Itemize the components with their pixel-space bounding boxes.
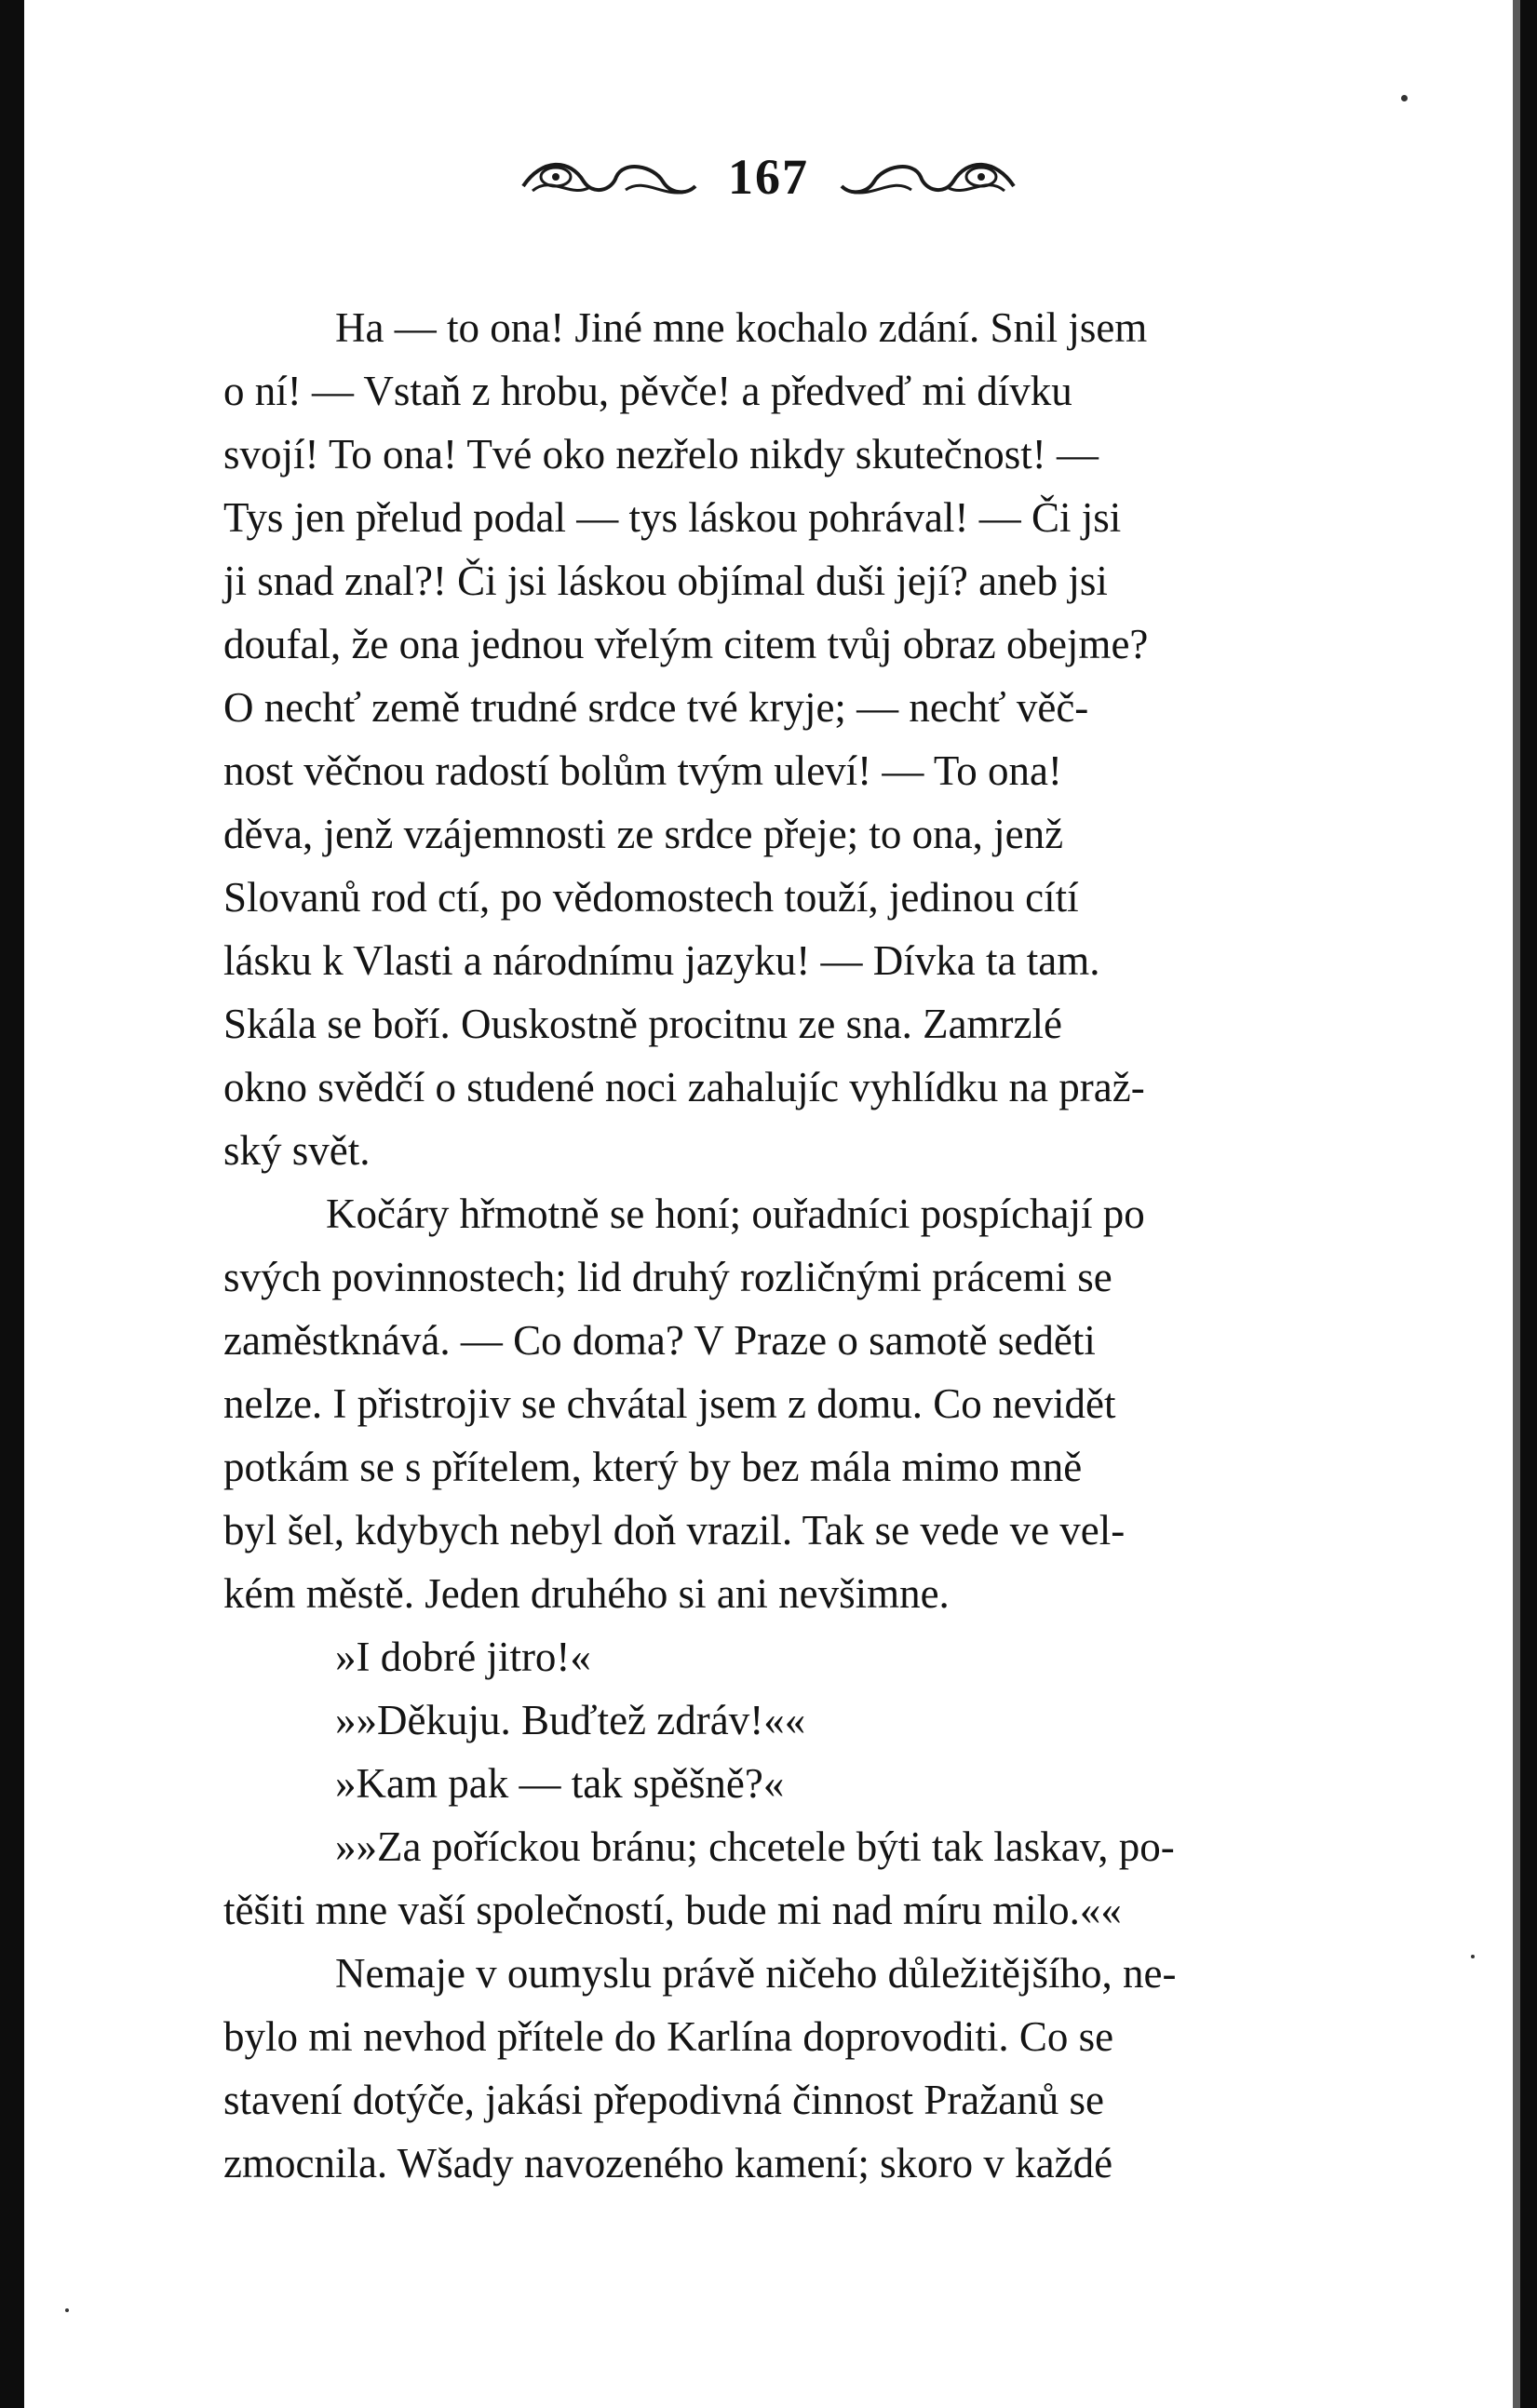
left-ornament-icon bbox=[514, 149, 700, 205]
text-line: nelze. I přistrojiv se chvátal jsem z domu. Co nevidět bbox=[223, 1380, 1116, 1427]
text-line: zmocnila. Wšady navozeného kamení; skoro v každé bbox=[223, 2140, 1113, 2186]
text-line: stavení dotýče, jakási přepodivná činnost Pražanů se bbox=[223, 2077, 1104, 2123]
text-line: ský svět. bbox=[223, 1127, 371, 1174]
text-line: Nemaje v oumyslu právě ničeho důležitějšího, ne- bbox=[335, 1950, 1177, 1997]
text-line: svojí! To ona! Tvé oko nezřelo nikdy skutečnost! — bbox=[223, 431, 1099, 478]
text-line: o ní! — Vstaň z hrobu, pěvče! a předveď mi dívku bbox=[223, 368, 1072, 414]
text-line: kém městě. Jeden druhého si ani nevšimne. bbox=[223, 1570, 950, 1617]
scan-speck bbox=[65, 2308, 69, 2312]
text-line: potkám se s přítelem, který by bez mála mimo mně bbox=[223, 1444, 1083, 1490]
text-line: těšiti mne vaší společností, bude mi nad míru milo.«« bbox=[223, 1887, 1122, 1933]
text-line: Ha — to ona! Jiné mne kochalo zdání. Snil jsem bbox=[335, 304, 1148, 351]
text-line: Tys jen přelud podal — tys láskou pohrával! — Či jsi bbox=[223, 494, 1122, 541]
dialogue-line: »Kam pak — tak spěšně?« bbox=[335, 1760, 785, 1807]
text-line: bylo mi nevhod přítele do Karlína doprovoditi. Co se bbox=[223, 2013, 1114, 2060]
text-line: lásku k Vlasti a národnímu jazyku! — Dívka ta tam. bbox=[223, 937, 1100, 984]
scan-border-left bbox=[0, 0, 28, 2408]
right-ornament-icon bbox=[837, 149, 1023, 205]
scan-speck bbox=[1471, 1955, 1475, 1958]
scan-border-right bbox=[1513, 0, 1537, 2408]
text-line: byl šel, kdybych nebyl doň vrazil. Tak se vede ve vel- bbox=[223, 1507, 1126, 1554]
body-text bbox=[223, 296, 1378, 2195]
page-header bbox=[0, 140, 1537, 214]
text-line: Kočáry hřmotně se honí; ouřadníci pospíchají po bbox=[326, 1191, 1145, 1237]
dialogue-line: »»Za poříckou bránu; chcetele býti tak laskav, po- bbox=[335, 1823, 1175, 1870]
dialogue-line: »I dobré jitro!« bbox=[335, 1634, 591, 1680]
text-line: nost věčnou radostí bolům tvým uleví! — To ona! bbox=[223, 747, 1062, 794]
text-line: zaměstknává. — Co doma? V Praze o samotě seděti bbox=[223, 1317, 1096, 1364]
text-line: děva, jenž vzájemnosti ze srdce přeje; to ona, jenž bbox=[223, 811, 1064, 857]
text-line: Skála se boří. Ouskostně procitnu ze sna. Zamrzlé bbox=[223, 1001, 1062, 1047]
text-line: okno svědčí o studené noci zahalujíc vyhlídku na praž- bbox=[223, 1064, 1145, 1110]
page-number: 167 bbox=[728, 149, 809, 205]
text-line: doufal, že ona jednou vřelým citem tvůj obraz obejme? bbox=[223, 621, 1149, 667]
text-line: Slovanů rod ctí, po vědomostech touží, jedinou cítí bbox=[223, 874, 1079, 921]
scan-speck bbox=[1401, 95, 1408, 101]
text-line: ji snad znal?! Či jsi láskou objímal duši její? aneb jsi bbox=[223, 558, 1108, 604]
text-line: svých povinnostech; lid druhý rozličnými prácemi se bbox=[223, 1254, 1112, 1300]
text-line: O nechť země trudné srdce tvé kryje; — nechť věč- bbox=[223, 684, 1089, 731]
dialogue-line: »»Děkuju. Buďtež zdráv!«« bbox=[335, 1697, 806, 1743]
